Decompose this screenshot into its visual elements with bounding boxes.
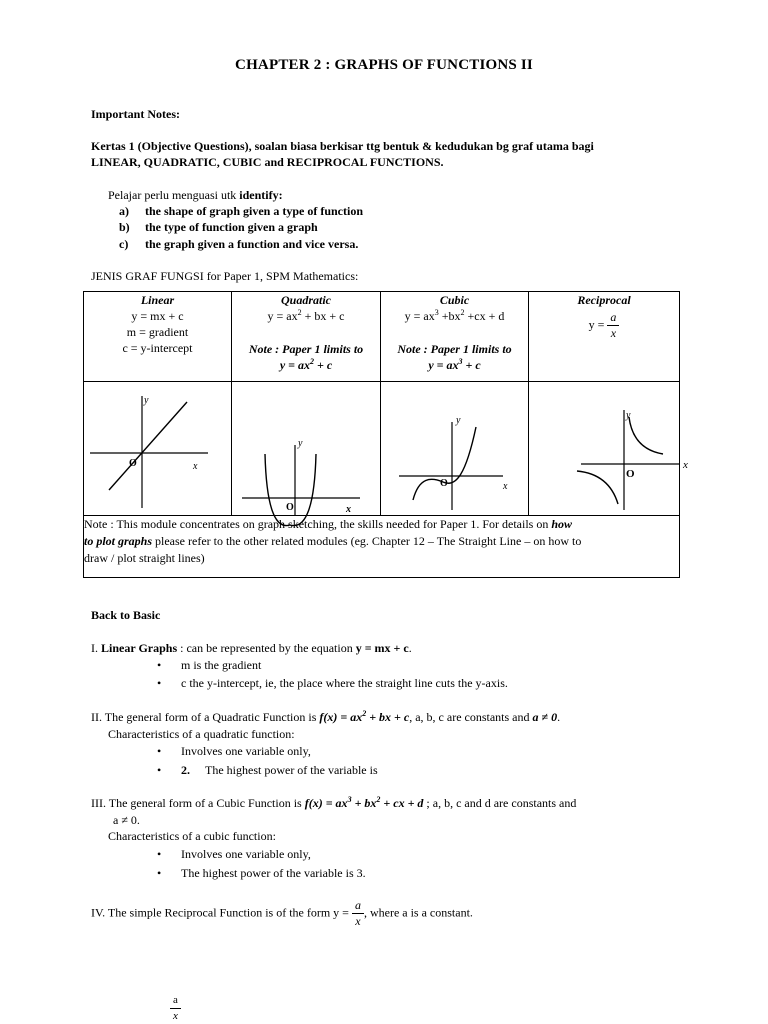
quadratic-eq-part: f(x) = ax: [319, 710, 363, 724]
reciprocal-curve-positive: [629, 417, 663, 454]
identify-text: the graph given a function and vice versa.: [145, 237, 359, 251]
jenis-heading: JENIS GRAF FUNGSI for Paper 1, SPM Mathematics:: [91, 269, 359, 283]
quadratic-characteristics: Characteristics of a quadratic function:: [108, 727, 295, 741]
cubic-graph: [381, 382, 529, 515]
note-text-how: how: [551, 517, 573, 531]
section-reciprocal-fraction: [352, 898, 364, 929]
cubic-curve: [413, 427, 476, 500]
section-quadratic-condition: a ≠ 0: [532, 710, 558, 724]
identify-item: [119, 236, 359, 252]
section-number: I.: [91, 641, 101, 655]
section-linear-text: : can be represented by the equation: [177, 641, 356, 655]
exponent: 3: [434, 308, 439, 317]
quadratic-note-eq-b: + c: [314, 358, 333, 372]
origin-label: O: [129, 458, 137, 469]
fraction-numerator: a: [352, 898, 364, 914]
y-axis-label: y: [456, 415, 461, 426]
identify-label: c): [119, 237, 129, 251]
back-to-basic-heading: Back to Basic: [91, 608, 161, 622]
fraction-numerator: a: [607, 310, 619, 326]
reciprocal-cell: [529, 292, 680, 382]
note-text-a: Note : This module concentrates on graph sketching, the skills needed for Paper 1. For details on: [84, 517, 552, 531]
table-header-row: [84, 292, 680, 382]
section-cubic-eq: [305, 796, 424, 810]
fraction-denominator: x: [610, 326, 617, 340]
bullet-text-a: The highest power of the variable is: [205, 763, 378, 777]
exponent: 2: [297, 308, 302, 317]
origin-label: O: [286, 502, 294, 513]
cubic-eq-b: +bx: [438, 309, 461, 323]
exponent: 2: [376, 795, 381, 804]
x-axis-label: x: [193, 461, 198, 472]
note-text-plot: to plot graphs: [84, 534, 153, 548]
function-table: [83, 291, 688, 578]
linear-intercept: c = y-intercept: [122, 341, 193, 355]
origin-label: O: [440, 478, 448, 489]
bullet-text: [181, 762, 378, 778]
note-cell: [84, 516, 680, 578]
exponent: 2: [310, 357, 314, 366]
table-note-row: [84, 516, 680, 578]
quadratic-cell: [232, 292, 381, 382]
x-axis-label: x: [683, 459, 688, 471]
cubic-characteristics: Characteristics of a cubic function:: [108, 829, 276, 843]
reciprocal-curve-negative: [577, 471, 618, 504]
quadratic-graph: [232, 382, 381, 515]
section-cubic: [91, 795, 576, 811]
section-reciprocal-end: , where a is a constant.: [363, 905, 473, 920]
bullet-text: m is the gradient: [181, 658, 262, 672]
linear-name: Linear: [140, 293, 175, 307]
cubic-note-eq: [381, 357, 528, 373]
cubic-note: Note : Paper 1 limits to: [397, 342, 512, 356]
bullet-text-b: 2.: [181, 763, 190, 777]
fraction-denominator: x: [355, 914, 361, 928]
pelajar-identify: identify:: [239, 188, 283, 202]
identify-label: a): [119, 204, 129, 218]
identify-text: the shape of graph given a type of function: [145, 204, 364, 218]
cubic-eq: [381, 308, 528, 324]
fraction-numerator: a: [170, 993, 181, 1009]
pelajar-line: [108, 187, 283, 203]
identify-text: the type of function given a graph: [145, 220, 318, 234]
section-quadratic-constants: , a, b, c are constants and: [409, 710, 533, 724]
exponent: 2: [362, 709, 367, 718]
kertas-line-2: LINEAR, QUADRATIC, CUBIC and RECIPROCAL FUNCTIONS.: [91, 155, 444, 169]
x-axis-label: x: [503, 481, 508, 492]
reciprocal-eq-lhs: y =: [588, 317, 605, 332]
linear-cell: [84, 292, 232, 382]
parabola-curve: [265, 454, 316, 526]
cubic-eq-part: f(x) = ax: [304, 796, 348, 810]
reciprocal-fraction: [607, 310, 619, 341]
section-quadratic-eq: [319, 710, 409, 724]
quadratic-note-eq: [232, 357, 380, 373]
section-quadratic-end: .: [557, 710, 561, 724]
bullet-text: The highest power of the variable is 3.: [181, 866, 366, 880]
identify-item: [119, 219, 318, 235]
section-linear: [91, 640, 412, 656]
quadratic-graph-cell: [232, 382, 381, 516]
linear-gradient: m = gradient: [126, 325, 189, 339]
reciprocal-name: Reciprocal: [577, 293, 631, 307]
section-cubic-text: III. The general form of a Cubic Function is: [91, 796, 305, 810]
section-cubic-constants: ; a, b, c and d are constants and: [423, 796, 577, 810]
y-axis-label: y: [298, 438, 303, 449]
y-axis-label: y: [144, 395, 149, 406]
exponent: 2: [460, 308, 465, 317]
reciprocal-graph-cell: [529, 382, 688, 516]
reciprocal-eq: [529, 310, 679, 341]
cubic-eq-c: +cx + d: [464, 309, 505, 323]
x-axis-label: x: [346, 504, 351, 515]
cubic-note-eq-b: + c: [462, 358, 481, 372]
page-title: CHAPTER 2 : GRAPHS OF FUNCTIONS II: [235, 57, 533, 73]
exponent: 3: [458, 357, 463, 366]
section-cubic-condition: a ≠ 0.: [113, 813, 140, 827]
footer-fraction-inner: [170, 993, 181, 1024]
section-quadratic-text: II. The general form of a Quadratic Function is: [91, 710, 320, 724]
quadratic-name: Quadratic: [280, 293, 331, 307]
origin-label: O: [626, 468, 635, 480]
section-reciprocal-text: IV. The simple Reciprocal Function is of the form y =: [91, 905, 349, 920]
reciprocal-graph: [529, 382, 688, 515]
cubic-eq-part: + bx: [351, 796, 377, 810]
quadratic-eq-part: + bx + c: [366, 710, 410, 724]
quadratic-eq-b: + bx + c: [301, 309, 345, 323]
section-linear-end: .: [408, 641, 412, 655]
cubic-graph-cell: [381, 382, 529, 516]
note-text-e: draw / plot straight lines): [84, 551, 205, 565]
identify-item: [119, 203, 364, 219]
section-linear-title: Linear Graphs: [101, 641, 178, 655]
bullet-text: c the y-intercept, ie, the place where the straight line cuts the y-axis.: [181, 676, 508, 690]
cubic-note-eq-a: y = ax: [428, 358, 459, 372]
footer-fraction: [170, 993, 181, 1024]
bullet-text: Involves one variable only,: [181, 847, 311, 861]
cubic-name: Cubic: [439, 293, 470, 307]
identify-label: b): [119, 220, 130, 234]
linear-graph-cell: [84, 382, 232, 516]
cubic-eq-part: + cx + d: [380, 796, 424, 810]
straight-line-curve: [109, 402, 187, 490]
quadratic-note-eq-a: y = ax: [279, 358, 310, 372]
bullet-text: Involves one variable only,: [181, 744, 311, 758]
section-linear-eq: y = mx + c: [355, 641, 409, 655]
note-text-d: please refer to the other related modules (eg. Chapter 12 – The Straight Line – on how to: [152, 534, 582, 548]
fraction-denominator: x: [173, 1010, 178, 1022]
exponent: 3: [347, 795, 352, 804]
y-axis-label: y: [626, 410, 631, 421]
cubic-eq-a: y = ax: [404, 309, 435, 323]
section-reciprocal: [91, 898, 473, 929]
cubic-cell: [381, 292, 529, 382]
table-graph-row: [84, 382, 680, 516]
pelajar-prefix: Pelajar perlu menguasi utk: [108, 188, 240, 202]
quadratic-note: Note : Paper 1 limits to: [248, 342, 364, 356]
linear-eq: y = mx + c: [131, 309, 184, 323]
quadratic-eq: [232, 308, 380, 324]
important-notes-heading: Important Notes:: [91, 107, 180, 121]
quadratic-eq-a: y = ax: [267, 309, 298, 323]
linear-graph: [84, 382, 232, 515]
section-quadratic: [91, 709, 560, 725]
kertas-line-1: Kertas 1 (Objective Questions), soalan biasa berkisar ttg bentuk & kedudukan bg graf utama bagi: [91, 139, 594, 153]
